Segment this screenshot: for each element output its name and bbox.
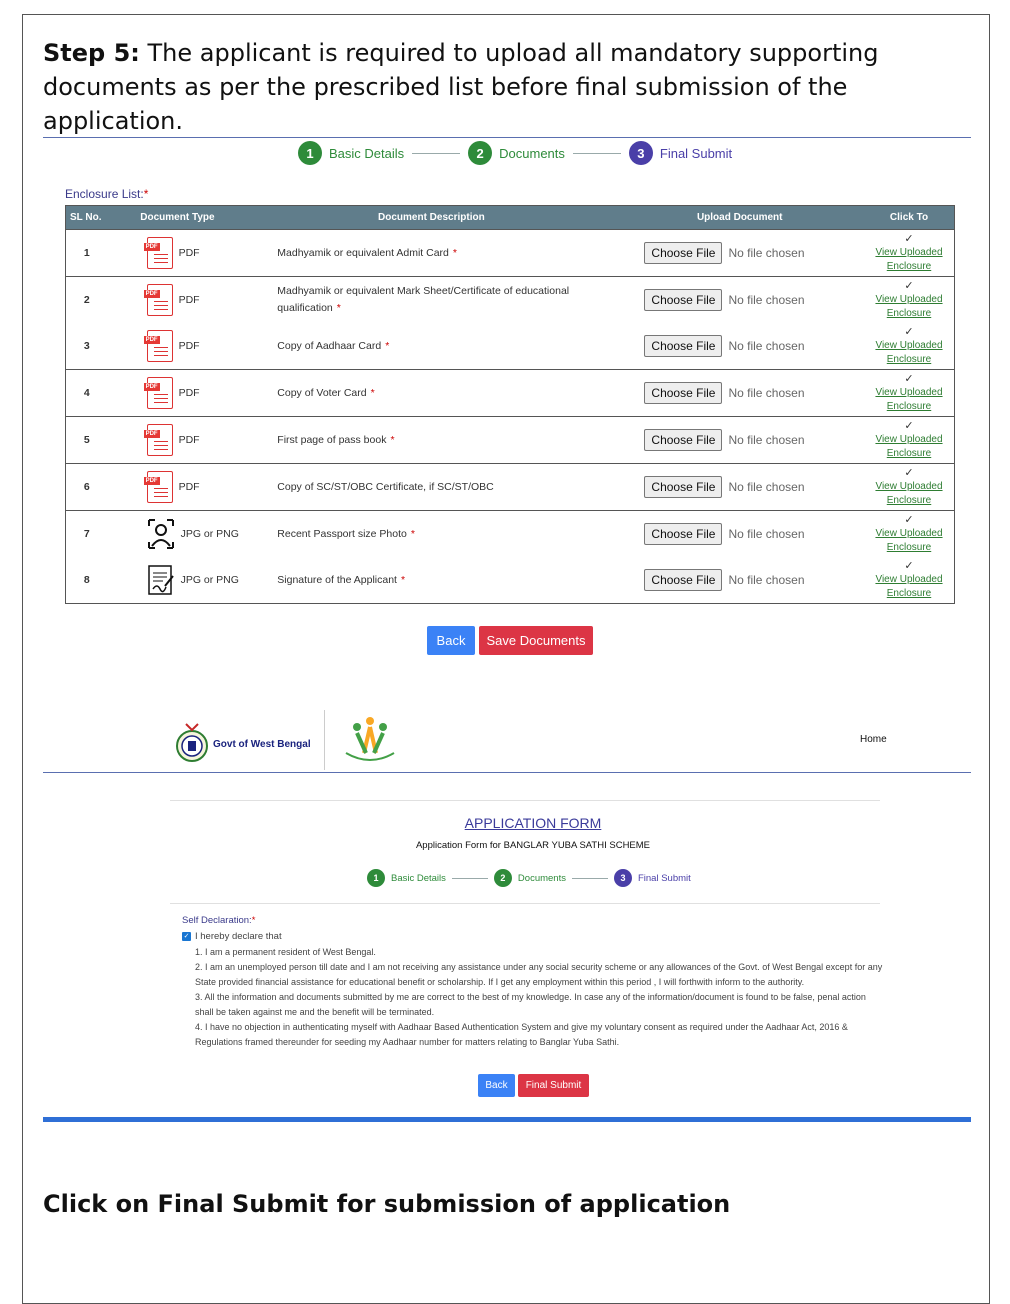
stepper-bottom-border [170, 903, 880, 904]
save-documents-button[interactable]: Save Documents [479, 626, 593, 655]
document-type-cell [108, 417, 248, 464]
sl-no-cell: 8 [83, 574, 90, 586]
step-1-label[interactable]: Basic Details [329, 145, 405, 161]
choose-file-button[interactable]: Choose File [644, 523, 722, 545]
col-document-description: Document Description [247, 206, 615, 230]
declaration-points [195, 945, 885, 1050]
table-row [66, 323, 955, 370]
document-type-cell [108, 230, 248, 277]
step-3-circle: 3 [614, 869, 632, 887]
document-description-cell: Copy of Aadhaar Card * [277, 339, 390, 352]
yuba-sathi-logo-icon [340, 713, 400, 765]
step-connector [572, 878, 608, 879]
header-separator [324, 710, 325, 770]
sl-no-cell: 7 [66, 511, 108, 558]
home-link[interactable]: Home [860, 734, 887, 745]
document-type-text: PDF [178, 387, 200, 399]
file-status-text: No file chosen [728, 339, 805, 353]
view-uploaded-link[interactable]: View Uploaded Enclosure [875, 574, 943, 599]
upload-cell [615, 557, 864, 604]
view-uploaded-link[interactable]: View Uploaded Enclosure [875, 294, 943, 319]
step-1-circle: 1 [367, 869, 385, 887]
sl-no-cell: 4 [66, 370, 108, 417]
declaration-point: 4. I have no objection in authenticating myself with Aadhaar Based Authentication System and give my voluntary consent as required under the Aadhaar Act, 2016 & Regulations framed thereunder for seeding my Aadhaar number for matters relating to Banglar Yuba Sathi. [195, 1022, 848, 1047]
document-type-text: PDF [178, 247, 200, 259]
document-type-cell [108, 464, 248, 511]
check-icon: ✓ [904, 280, 914, 292]
table-row [66, 511, 955, 558]
pdf-icon: PDF [147, 377, 173, 409]
document-type-text: JPG or PNG [180, 528, 239, 540]
document-type-text: PDF [178, 340, 200, 352]
footer-bar [43, 1117, 971, 1122]
step-connector [573, 153, 621, 154]
required-marker: * [385, 339, 390, 352]
final-submit-button[interactable]: Final Submit [518, 1074, 589, 1097]
progress-stepper-small [367, 869, 691, 887]
table-row [66, 230, 955, 277]
step-1-label[interactable]: Basic Details [391, 872, 446, 884]
application-form-title: APPLICATION FORM [464, 815, 602, 831]
sl-no-cell: 2 [66, 277, 108, 324]
pdf-icon: PDF [147, 424, 173, 456]
step-instruction [43, 36, 978, 138]
file-status-text: No file chosen [728, 386, 805, 400]
file-status-text: No file chosen [728, 293, 805, 307]
declaration-point: 3. All the information and documents submitted by me are correct to the best of my knowledge. In case any of the information/document is found to be false, penal action shall be taken against me and the benefit will be terminated. [195, 992, 866, 1017]
required-marker: * [452, 246, 457, 259]
signature-icon [147, 564, 175, 596]
view-uploaded-link[interactable]: View Uploaded Enclosure [875, 340, 943, 365]
document-type-cell [108, 323, 248, 370]
choose-file-button[interactable]: Choose File [644, 242, 722, 264]
file-status-text: No file chosen [728, 246, 805, 260]
sl-no-cell: 1 [66, 230, 108, 277]
file-status-text: No file chosen [728, 480, 805, 494]
check-icon: ✓ [904, 233, 914, 245]
enclosure-list-label: Enclosure List:* [65, 187, 149, 201]
view-uploaded-link[interactable]: View Uploaded Enclosure [875, 387, 943, 412]
document-description-cell: Signature of the Applicant * [277, 573, 406, 586]
west-bengal-emblem-icon [174, 720, 210, 766]
choose-file-button[interactable]: Choose File [644, 569, 722, 591]
required-marker: * [336, 302, 341, 314]
col-click-to: Click To [864, 206, 954, 230]
document-description-cell: Madhyamik or equivalent Admit Card * [247, 230, 615, 277]
view-uploaded-link[interactable]: View Uploaded Enclosure [875, 434, 943, 459]
col-sl-no: SL No. [66, 206, 108, 230]
declaration-check-text: I hereby declare that [195, 931, 282, 942]
required-marker: * [390, 433, 395, 446]
enclosure-table [65, 205, 955, 604]
step-lead: Step 5: [43, 39, 140, 67]
click-to-cell [864, 370, 954, 417]
declaration-point: 2. I am an unemployed person till date and I am not receiving any assistance under any social security scheme or any allowances of the Govt. of West Bengal except for any State provided financial assistance for educational benefit or scholarship. If I get any employment within this period , I will forthwith inform to the authority. [195, 962, 883, 987]
table-row [66, 557, 955, 604]
document-type-cell [108, 370, 248, 417]
pdf-icon: PDF [147, 237, 173, 269]
step-3-label[interactable]: Final Submit [659, 145, 733, 161]
step-2-label[interactable]: Documents [499, 145, 565, 161]
check-icon: ✓ [904, 560, 914, 572]
form-back-button[interactable]: Back [478, 1074, 515, 1097]
document-description-cell: Madhyamik or equivalent Mark Sheet/Certificate of educational qualification * [247, 277, 615, 324]
declaration-point: 1. I am a permanent resident of West Bengal. [195, 947, 376, 957]
check-icon: ✓ [904, 420, 914, 432]
file-status-text: No file chosen [728, 527, 805, 541]
document-type-cell [108, 557, 248, 604]
pdf-icon: PDF [147, 471, 173, 503]
photo-icon [147, 518, 175, 550]
self-declaration-label: Self Declaration:* [182, 915, 256, 926]
document-description-cell: Copy of Voter Card * [247, 370, 615, 417]
table-row [66, 277, 955, 324]
upload-cell [615, 277, 864, 324]
upload-cell [615, 417, 864, 464]
click-to-cell [864, 230, 954, 277]
document-type-text: PDF [178, 294, 200, 306]
check-icon: ✓ [904, 514, 914, 526]
document-description-cell: First page of pass book * [247, 417, 615, 464]
step-connector [412, 153, 460, 154]
upload-cell [615, 464, 864, 511]
choose-file-button[interactable]: Choose File [644, 289, 722, 311]
col-document-type: Document Type [108, 206, 248, 230]
choose-file-button[interactable]: Choose File [644, 476, 722, 498]
view-uploaded-link[interactable]: View Uploaded Enclosure [875, 528, 943, 553]
step-body: The applicant is required to upload all mandatory supporting documents as per the prescribed list before final submission of the application. [43, 39, 879, 135]
click-to-cell [864, 323, 954, 370]
click-to-cell [864, 511, 954, 558]
upload-cell [615, 370, 864, 417]
step-2-circle: 2 [468, 141, 492, 165]
document-type-text: JPG or PNG [180, 574, 239, 586]
step-connector [452, 878, 488, 879]
sl-no-cell: 3 [83, 340, 90, 352]
sl-no-cell: 6 [66, 464, 108, 511]
view-uploaded-link[interactable]: View Uploaded Enclosure [875, 481, 943, 506]
back-button[interactable]: Back [427, 626, 475, 655]
choose-file-button[interactable]: Choose File [644, 429, 722, 451]
required-marker: * [370, 386, 375, 399]
declaration-checkbox[interactable]: ✓ [183, 933, 190, 940]
table-row [66, 370, 955, 417]
file-status-text: No file chosen [728, 433, 805, 447]
step-2-circle: 2 [494, 869, 512, 887]
upload-cell [615, 323, 864, 370]
pdf-icon: PDF [147, 284, 173, 316]
step-2-label[interactable]: Documents [517, 872, 566, 884]
progress-stepper [298, 141, 732, 165]
declaration-checkbox-row[interactable] [182, 931, 282, 942]
upload-cell [615, 230, 864, 277]
view-uploaded-link[interactable]: View Uploaded Enclosure [875, 247, 943, 272]
sl-no-cell: 5 [66, 417, 108, 464]
click-to-cell [864, 464, 954, 511]
check-icon: ✓ [904, 326, 914, 338]
check-icon: ✓ [904, 467, 914, 479]
choose-file-button[interactable]: Choose File [644, 335, 722, 357]
file-status-text: No file chosen [728, 573, 805, 587]
document-type-cell [108, 511, 248, 558]
click-to-cell [864, 277, 954, 324]
click-to-cell [864, 557, 954, 604]
top-divider [43, 137, 971, 138]
upload-cell [615, 511, 864, 558]
govt-logo-text: Govt of West Bengal [213, 739, 311, 750]
document-description-cell: Copy of SC/ST/OBC Certificate, if SC/ST/OBC [247, 464, 615, 511]
check-icon: ✓ [904, 373, 914, 385]
header-divider [43, 772, 971, 773]
click-to-cell [864, 417, 954, 464]
document-type-cell [108, 277, 248, 324]
document-description-cell: Recent Passport size Photo * [247, 511, 615, 558]
required-marker: * [410, 527, 415, 540]
required-marker: * [400, 573, 406, 586]
document-type-text: PDF [178, 434, 200, 446]
step-3-circle: 3 [629, 141, 653, 165]
table-row [66, 464, 955, 511]
choose-file-button[interactable]: Choose File [644, 382, 722, 404]
application-form-subtitle: Application Form for BANGLAR YUBA SATHI SCHEME [415, 840, 651, 851]
col-upload-document: Upload Document [615, 206, 864, 230]
pdf-icon: PDF [147, 330, 173, 362]
form-top-border [170, 800, 880, 801]
table-row [66, 417, 955, 464]
step-1-circle: 1 [298, 141, 322, 165]
step-3-label[interactable]: Final Submit [637, 872, 691, 884]
document-type-text: PDF [178, 481, 200, 493]
final-instruction: Click on Final Submit for submission of application [43, 1190, 731, 1218]
